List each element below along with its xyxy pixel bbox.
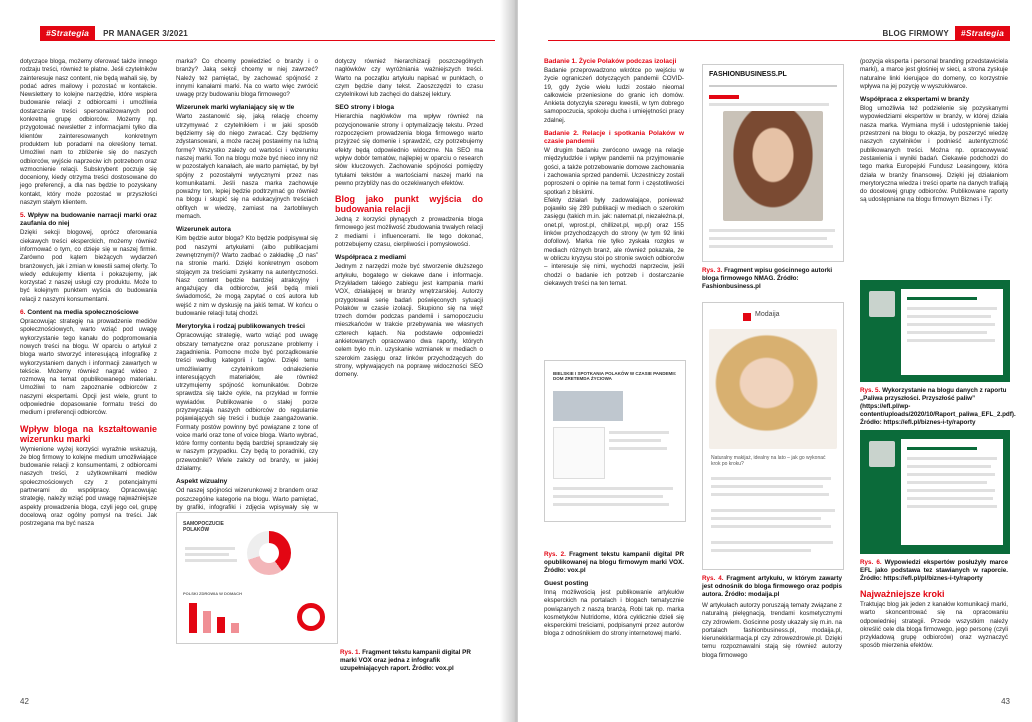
fashionbusiness-screenshot: [702, 64, 844, 262]
text-line: [609, 431, 669, 434]
paragraph: Blog umożliwia też podzielenie się pozyskanymi wypowiedziami ekspertów w branży, w której działa nasza marka. Wymiana myśli i udostępnienie takiej przestrzeni na blogu to okazja, by poszerzyć wiedzę naszych czytelników i podnieść autentyczność publikowanych treści. Można np. opracowywać zestawienia i wyniki badań. Ciekawie podchodzi do tego marka Europejski Fundusz Leasingowy, która działa w branży finansowej. Dzięki jej działaniom merytoryczna wiedza i treści oparte na danych trafiają do docelowej grupy odbiorców. Publikowane raporty są udostępniane na blogu firmowym Biznes i Ty:: [860, 105, 1008, 204]
text-line: [609, 439, 661, 442]
text-line: [907, 505, 997, 508]
text-line: [907, 473, 995, 476]
paragraph: Dzięki sekcji blogowej, oprócz oferowania ciekawych treści eksperckich, możemy również informować o tym, co dzieje się w naszej firmie. Zarówno pod kątem bieżących wydarzeń branżowych, jak i zmian w kwestii samej oferty. To wiedy edukujemy klienta i pokazujemy, jak korzystać z naszej usługi czy produktu. Może to być kolejnym punktem wyścia do budowania relacji z naszymi konsumentami.: [20, 229, 157, 303]
text-line: [907, 497, 993, 500]
modaija-logo-mark: [743, 313, 751, 321]
modaija-logo: Modaija: [755, 311, 780, 318]
paragraph: Opracowując strategię, warto wziąć pod uwagę obszary tematyczne oraz poruszane problemy i zagadnienia. Pomocne może być porządkowanie treści według kategorii i tagów. Dzięki temu umożliwiamy czytelnikom odnalezienie interesujących materiałów, ale również utrzymujemy spójność komunikatów. Dobrze sprawdza się także cykle, na przykład w formie wywiadów. Publikowanie o stałej porze przyzwyczaja naszych odbiorców do regularnie pojawiających się treści i buduje zaangażowanie. Formaty postów powinny być powiązane z tone of voice marki oraz tone of voice bloga. Warto wybrać, które formy contentu będą bardziej sprawdzały się w naszym przypadku. Czy będą to poradniki, czy przewodniki? Wiele zależy od branży, w jakiej działamy.: [176, 332, 318, 473]
pie-hole: [259, 543, 279, 563]
text-line: [907, 315, 991, 318]
text-line: [907, 481, 987, 484]
text-line: [711, 549, 811, 552]
subheading: Merytoryka i rodzaj publikowanych treści: [176, 323, 305, 331]
figure-3-caption: Rys. 3. Fragment wpisu gościnnego autorki bloga firmowego NMAG. Źródło: Fashionbusiness.pl: [702, 267, 833, 290]
paragraph: (pozycja eksperta i personal branding przedstawiciela marki), a marce jest głośniej w sieci, a strona zyskuje naturalne linki kierujące do domeny, co korzystnie wpływa na jej pozycję w wyszukiwarce.: [860, 58, 1008, 90]
text-line: [553, 503, 669, 506]
text-line: [709, 103, 829, 106]
nav-bar: [709, 85, 837, 87]
modaija-headline: Naturalny makijaż, idealny na lato – jak go wykonać krok po kroku?: [711, 455, 826, 467]
left-header-rule: [40, 40, 495, 41]
article-photo: [553, 391, 623, 421]
expert-portrait: [869, 291, 895, 317]
left-col-2: [176, 58, 318, 521]
right-header: [882, 26, 1010, 40]
section-heading: Blog jako punkt wyjścia do budowania relacji: [335, 194, 483, 215]
figure-1-caption: Rys. 1. Fragment tekstu kampanii digital PR marki VOX oraz jedna z infografik uzupełniających raport. Źródło: vox.pl: [340, 649, 471, 672]
text-line: [907, 297, 977, 300]
text-line: [711, 525, 831, 528]
text-line: [709, 245, 833, 248]
text-line: [553, 487, 673, 490]
paragraph: Badanie przeprowadzono wkrótce po wejściu w życie ograniczeń dotyczących pandemii COVID-19, gdy życie wielu ludzi zostało nieomal całkowicie przeniesione do granic ich domów. Ankieta dotyczyła szeregu kwestii, w tym dobrego samopoczucia, spokoju ducha i umiejętności pracy zdalnej.: [544, 67, 684, 124]
blonde-model-photo: [709, 329, 837, 449]
paragraph: Traktując blog jak jeden z kanałów komunikacji marki, warto skoncentrować się na opracowaniu odpowiedniej strategii. Przede wszystkim należy określić cele dla bloga firmowego, jego personę (czyli przykładową grupę odbiorców) oraz wyznaczyć sposób mierzenia efektów.: [860, 601, 1008, 650]
paragraph: W artykułach autorzy poruszają tematy związane z naturalną pielęgnacją, trendami kosmetycznymi czy zdrowiem. Gościnne posty ukazały się m.in. na portalach fashionbusiness.pl, modaija.pl, kierunekklarmacja.pl czy zdrowezdrowie.pl. Dzięki temu rozpoznawalni stają się również autorzy bloga firmowego: [702, 602, 842, 659]
subheading: Współpraca z mediami: [335, 254, 407, 262]
paragraph: Hierarchia nagłówków ma wpływ również na pozycjonowanie strony i optymalizację tekstu. Przed rozpoczęciem prowadzenia bloga firmowego warto przyjrzeć się domenie i sprawdzić, czy potrzebujemy efekty będą odpowiednio widoczne. Na SEO ma wpływ dobór tematów, najlepiej w oparciu o research słów kluczowych. Zachowanie spójności pomiędzy tytułami tekstów a wartościami naszej marki na pewno przybliży nas do oczekiwanych efektów.: [335, 113, 483, 187]
right-tag: #Strategia: [955, 26, 1010, 40]
list-item-6-title: 6. Content na media społecznościowe: [20, 309, 139, 317]
text-line: [907, 465, 991, 468]
subheading: Wizerunek autora: [176, 226, 231, 234]
left-col-3: [335, 58, 483, 380]
paragraph: Od naszej spójności wizerunkowej z brandem oraz poszczególne kategorie na blogu. Warto pamiętać, by grafiki, infografiki i zdjęcia wpisywały się w: [176, 487, 318, 511]
paragraph: dotyczące bloga, możemy oferować także innego rodzaju treści, również te płatne. Jeśli czytelników zainteresuje nasz content, nie będą wahali się, by podać adres mailowy i pozostać w kontakcie. Newslettery to kolejne narzędzie, które wspiera budowanie relacji z odbiorcami i umożliwia dostarczanie treści spersonalizowanych pod konkretną grupę odbiorców. Możemy np. przygotować newsletter z informacjami tylko dla klientów zainteresowanych konkretnym produktem lub poradami na określony temat. Umożliwi nam to zbliżenie się do naszych odbiorców, wyjście naprzeciw ich potrzebom oraz wzmocnienie relacji. Subskrybent poczuje się doceniony, kiedy otrzyma treści dostosowane do jego preferencji, a dla nas będzie to pozyskany kontakt, który może pozostać w przyszłości naszym stałym klientem.: [20, 58, 157, 207]
efl-report-image-1: [860, 280, 1010, 382]
text-line: [711, 485, 823, 488]
article-headline: BIELSKIE I SPOTKANIA POLAKÓW W CZASIE PANDEMII: DOM ZRETEMDA ŻYCIOWA: [553, 371, 677, 381]
figure-2-caption: Rys. 2. Fragment tekstu kampanii digital PR opublikowanej na blogu firmowym marki VOX. Źródło: vox.pl: [544, 551, 685, 574]
study-1-title: Badanie 1. Życie Polaków podczas izolacji: [544, 58, 677, 65]
right-header-rule: [548, 40, 1010, 41]
text-line: [711, 493, 829, 496]
vox-article-image: [544, 360, 686, 522]
text-line: [907, 307, 997, 310]
right-col-1-bottom: [544, 548, 684, 639]
chart-bar: [231, 623, 239, 633]
fashionbusiness-logo: FASHIONBUSINESS.PL: [709, 71, 787, 78]
paragraph: Inną możliwością jest publikowanie artykułów eksperckich na portalach i blogach tematycznie powiązanych z naszą branżą. Robi tak np. marka kosmetyków Nutridome, która cyklicznie dzieli się eksperckimi treściami, podpisanymi przez autorów bloga z odnośnikiem do strony internetowej marki.: [544, 589, 684, 638]
text-line: [711, 477, 831, 480]
text-line: [709, 229, 835, 232]
right-col-2-bottom: [702, 572, 842, 660]
page-number-left: 42: [20, 697, 29, 706]
infographic-title: SAMOPOCZUCIE POLAKÓW: [183, 521, 224, 533]
paragraph: Efekty działań były zadowalające, ponieważ pojawiło się 289 publikacji w mediach o szerokim zasięgu (takich m.in. jak: natemat.pl, niezależna.pl, onet.pl, wprost.pl, chillizet.pl, wp.pl) oraz 155 linków przychodzących do strony (w tym 92 linki dofollow). Marka nie tylko zyskała rozgłos w mediach różnych branż, ale również pokazała, że w obliczu kryzysu stoi po stronie swoich odbiorców – interesuje się nimi, wychodzi naprzeciw, jeśli chodzi o badanie ich potrzeb i dostarczanie ciekawych treści na ten temat.: [544, 196, 684, 287]
paragraph: W drugim badaniu zwrócono uwagę na relacje międzyludzkie i wpływ pandemii na przyjmowanie gości, a także potrzebowanie domowe zachowania i zachowania sprzed pandemii. Uczestniczy zostali poproszeni o opinie na temat form i częstotliwości spotkań z bliskimi.: [544, 147, 684, 196]
report-text-panel: [901, 439, 1003, 545]
right-page: [518, 0, 1032, 722]
right-col-3-bottom: [860, 556, 1008, 651]
category-badge: [709, 95, 739, 99]
chart-bar: [203, 611, 211, 633]
paragraph: Opracowując strategię na prowadzenie mediów społecznościowych, warto wziąć pod uwagę wykorzystanie tego kanału do podpromowania nowych treści na blogu. W oparciu o artykuł z bloga warto stworzyć interesującą infografikę z wykorzystaniem danych i informacji zawartych w tekście. Możemy również nagrać wideo z rozmową na temat opublikowanego materiału. Umożliwi to nam zapoznanie odbiorców z naszymi ekspertami. Opcji jest wiele, grunt to odpowiednie dopasowanie formatu treści do medium i preferencji odbiorców.: [20, 318, 157, 417]
figure-6-caption: Rys. 6. Wypowiedzi ekspertów posłużyły marce EFL jako podstawa tez stawianych w raporcie. Źródło: https://efl.pl/pl/biznes-i-ty/raporty: [860, 559, 1008, 582]
chart-bar: [217, 617, 225, 633]
section-heading: Najważniejsze kroki: [860, 589, 945, 599]
study-2-title: Badanie 2. Relacje i spotkania Polaków w czasie pandemii: [544, 130, 684, 146]
paragraph: Jednym z narzędzi może być stworzenie dłuższego artykułu, bogatego w ciekawe dane i informacje. Przykładem takiego zabiegu jest kampania marki VOX, działającej w branży wnętrzarskiej. Autorzy przygotowali serię badań poświęconych sytuacji Polaków w czasie izolacji. Skupiono się na więź trzech domów podczas pandemii i samopoczuciu mieszkańców w trakcie przebywania we własnych czterech kątach. Na podstawie odpowiedzi ankietowanych opracowano dwa raporty, których celem było m.in. uzyskanie wzmianek w mediach o szerokim zasięgu oraz linków przychodzących do strony, wpływających na poprawę widoczności SEO domeny.: [335, 263, 483, 379]
text-line: [185, 559, 237, 562]
text-line: [907, 331, 987, 334]
chart-bar: [189, 603, 197, 633]
text-line: [907, 489, 995, 492]
subheading: Wizerunek marki wyłaniający się w tle: [176, 104, 295, 112]
left-col-1: [20, 58, 157, 529]
right-col-1: [544, 58, 684, 288]
paragraph: Warto zastanowić się, jaką relację chcemy utrzymywać z czytelnikiem i w jaki sposób będziemy się do niego zwracać. Czy będziemy zdystansowani, a może raczej postawimy na luźną formę? Wszystko zależy od wartości i wizerunku naszej marki. Ton na blogu może być nieco inny niż w pozostałych kanałach, ale warto pamiętać, by był spójny z pozostałymi wytycznymi przez nas komunikatami. Jeśli nasza marka zachowuje poważny ton, lepiej będzie podtrzymać go również na blogu i skupić się na edukacyjnych treściach obfitych w wiedzę, zamiast na żartobliwych memach.: [176, 113, 318, 221]
subheading: Współpraca z ekspertami w branży: [860, 96, 970, 104]
text-line: [907, 447, 977, 450]
subheading: Guest posting: [544, 580, 589, 587]
woman-portrait-photo: [723, 111, 823, 221]
text-line: [185, 553, 229, 556]
text-line: [185, 547, 235, 550]
list-item-5-title: 5. Wpływ na budowanie narracji marki oraz zaufania do niej: [20, 212, 157, 228]
paragraph: Kim będzie autor bloga? Kto będzie podpisywał się pod naszymi artykułami (albo publikacjami zewnętrznymi)? Warto zadbać o zakładkę „O nas” na stronie marki. Dzięki konkretnym osobom stojącym za treściami zyskamy na autentyczności. Nasz content będzie bardziej atrakcyjny i angażujący dla odbiorców, jeśli będą mieli świadomość, że mogą zapytać o coś autora lub wejść z nim w dyskusję na jakiś temat. W końcu o budowanie relacji tutaj chodzi.: [176, 235, 318, 318]
figure-5-caption: Rys. 5. Wykorzystanie na blogu danych z raportu „Paliwa przyszłości. Przyszłość paliw” (https://efl.pl/wp-content/uploads/2020/10/Raport_paliwa_EFL_2.pdf). Źródło: https://efl.pl/biznes-i-ty/raporty: [860, 387, 1016, 426]
figure-4-caption: Rys. 4. Fragment artykułu, w którym zawarty jest odnośnik do bloga firmowego oraz podpis autora. Źródło: modaija.pl: [702, 575, 842, 598]
section-name: BLOG FIRMOWY: [882, 28, 949, 38]
paragraph: marka? Co chcemy powiedzieć o branży i o branży? Jaką sekcji chcemy w niej zawrzeć? Należy też pamiętać, by zachować spójność z innymi kanałami marki. Na co warto więc zwrócić uwagę przy budowaniu bloga firmowego?: [176, 58, 318, 99]
efl-report-image-2: [860, 430, 1010, 554]
left-header: [40, 26, 188, 40]
left-page: [0, 0, 514, 722]
text-line: [907, 339, 995, 342]
page-number-right: 43: [1001, 697, 1010, 706]
text-line: [711, 541, 833, 544]
text-line: [709, 237, 827, 240]
text-line: [711, 509, 835, 512]
ring-graphic: [297, 603, 325, 631]
text-line: [907, 323, 995, 326]
left-tag: #Strategia: [40, 26, 95, 40]
subheading: SEO strony i bloga: [335, 104, 394, 112]
text-line: [553, 495, 663, 498]
text-line: [711, 517, 821, 520]
article-thumbnail: [553, 427, 605, 479]
infographic-subtitle: POLSKI ZDROWIA W DOMACH: [183, 591, 242, 596]
expert-portrait: [869, 441, 895, 467]
text-line: [609, 447, 667, 450]
right-col-3: [860, 58, 1008, 205]
text-line: [907, 457, 997, 460]
magazine-issue: PR MANAGER 3/2021: [103, 28, 188, 38]
paragraph: dotyczy również hierarchizacji poszczególnych nagłówków czy wyróżniania ważniejszych treści. Warto na początku artykułu napisać w punktach, o czym będzie dany tekst. Zaoszczędzi to czasu czytelnikowi lub zachęci do dalszej lektury.: [335, 58, 483, 99]
subheading: Aspekt wizualny: [176, 478, 228, 486]
section-heading: Wpływ bloga na kształtowanie wizerunku marki: [20, 423, 157, 444]
modaija-screenshot: [702, 302, 844, 570]
vox-infographic-image: [176, 512, 338, 644]
paragraph: Wymienione wyżej korzyści wyraźnie wskazują, że blog firmowy to kolejne medium umożliwiające budowanie relacji z konsumentami, z odbiorcami naszych treści, z użytkownikami mediów społecznościowych czy z potencjalnymi partnerami do współpracy. Opracowując strategię, należy wziąć pod uwagę najważniejsze aspekty prowadzenia bloga, czyli jego cel, grupę docelową oraz ogólny pomysł na treści. Jak postrzegana ma być nasza: [20, 445, 157, 528]
paragraph: Jedną z korzyści płynących z prowadzenia bloga firmowego jest możliwość zbudowania trwałych relacji z mediami i influencerami. Ile tego dokonać, potrzebujemy czasu, cierpliwości i pomysłowości.: [335, 216, 483, 249]
